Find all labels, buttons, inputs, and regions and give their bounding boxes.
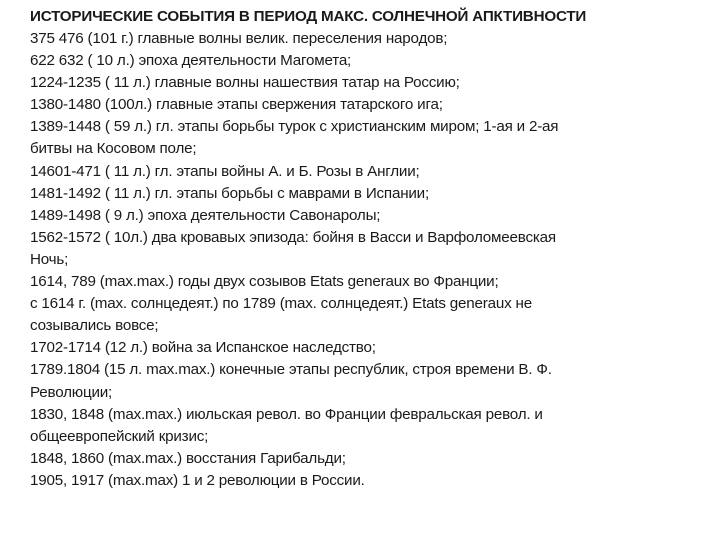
text-line: 1830, 1848 (max.max.) июльская револ. во Франции февральская револ. и [30,405,543,423]
text-line: битвы на Косовом поле; [30,140,197,158]
text-line: Ночь; [30,250,69,268]
text-line: 1224-1235 ( 11 л.) главные волны нашествия татар на Россию; [30,74,460,92]
events-list [30,28,706,492]
text-line: 14601-471 ( 11 л.) гл. этапы войны А. и Б. Розы в Англии; [30,162,420,180]
text-line: 1848, 1860 (max.max.) восстания Гарибальди; [30,449,346,467]
text-line: 1789.1804 (15 л. max.max.) конечные этапы республик, строя времени В. Ф. [30,361,552,379]
text-line: Революции; [30,383,113,401]
text-line: 1489-1498 ( 9 л.) эпоха деятельности Савонаролы; [30,206,381,224]
text-line: 1702-1714 (12 л.) война за Испанское наследство; [30,339,376,357]
text-line: 1614, 789 (max.max.) годы двух созывов Etats generaux во Франции; [30,273,499,291]
text-line: 1380-1480 (100л.) главные этапы свержения татарского ига; [30,96,443,114]
text-line: общеевропейский кризис; [30,427,209,445]
text-line: 1481-1492 ( 11 л.) гл. этапы борьбы с маврами в Испании; [30,184,429,202]
text-line: с 1614 г. (max. солнцедеят.) по 1789 (max. солнцедеят.) Etats generaux не [30,295,532,313]
text-line: 375 476 (101 г.) главные волны велик. переселения народов; [30,30,448,47]
document-title: ИСТОРИЧЕСКИЕ СОБЫТИЯ В ПЕРИОД МАКС. СОЛНЕЧНОЙ АПКТИВНОСТИ [30,8,587,25]
text-line: 1562-1572 ( 10л.) два кровавых эпизода: бойня в Васси и Варфоломеевская [30,228,556,246]
text-line: 1905, 1917 (max.max) 1 и 2 революции в России. [30,471,365,489]
text-line: 622 632 ( 10 л.) эпоха деятельности Магомета; [30,52,352,70]
text-line: 1389-1448 ( 59 л.) гл. этапы борьбы турок с христианским миром; 1-ая и 2-ая [30,118,559,136]
text-line: созывались вовсе; [30,317,159,335]
